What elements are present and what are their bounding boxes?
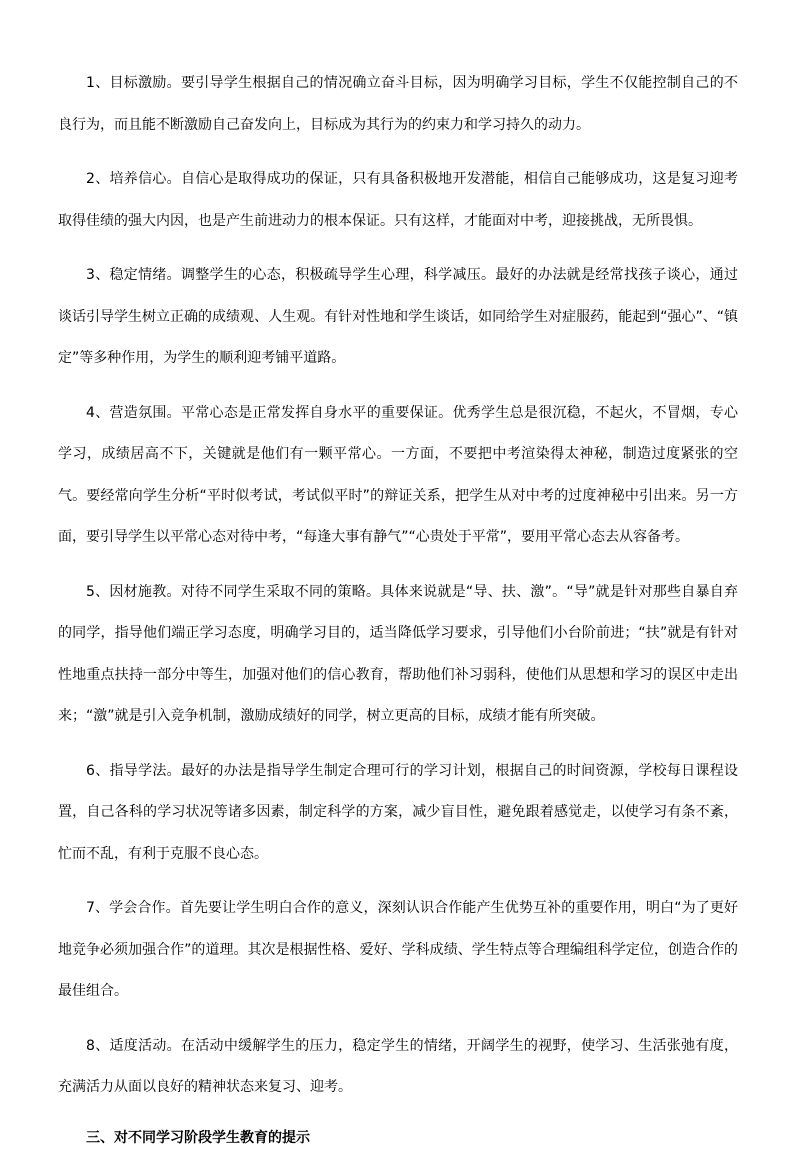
paragraph-create-atmosphere: 4、营造氛围。平常心态是正常发挥自身水平的重要保证。优秀学生总是很沉稳，不起火，不冒烟，专心学习，成绩居高不下，关键就是他们有一颗平常心。一方面，不要把中考渲染得太神秘，制造过度紧张的空气。要经常向学生分析“平时似考试，考试似平时”的辩证关系，把学生从对中考的过度神秘中引出来。另一方面，要引导学生以平常心态对待中考，“每逢大事有静气”“心贵处于平常”，要用平常心态去从容备考。	[58, 404, 738, 545]
paragraph-moderate-activity: 8、适度活动。在活动中缓解学生的压力，稳定学生的情绪，开阔学生的视野，使学习、生活张弛有度，充满活力从面以良好的精神状态来复习、迎考。	[58, 1037, 738, 1095]
paragraph-individualized-teaching: 5、因材施教。对待不同学生采取不同的策略。具体来说就是“导、扶、激”。“导”就是针对那些自暴自弃的同学，指导他们端正学习态度，明确学习目的，适当降低学习要求，引导他们小台阶前进；“扶”就是有针对性地重点扶持一部分中等生，加强对他们的信心教育，帮助他们补习弱科，使他们从思想和学习的误区中走出来；“激”就是引入竞争机制，激励成绩好的同学，树立更高的目标，成绩才能有所突破。	[58, 583, 738, 724]
paragraph-study-methods: 6、指导学法。最好的办法是指导学生制定合理可行的学习计划，根据自己的时间资源，学校每日课程设置，自己各科的学习状况等诸多因素，制定科学的方案，减少盲目性，避免跟着感觉走，以使学习有条不紊，忙而不乱，有利于克服不良心态。	[58, 762, 738, 862]
section-heading: 三、对不同学习阶段学生教育的提示	[86, 1129, 310, 1146]
document-body	[58, 63, 738, 1154]
paragraph-build-confidence: 2、培养信心。自信心是取得成功的保证，只有具备积极地开发潜能，相信自己能够成功，这是复习迎考取得佳绩的强大内因，也是产生前进动力的根本保证。只有这样，才能面对中考，迎接挑战，无所畏惧。	[58, 171, 738, 229]
paragraph-goal-motivation: 1、目标激励。要引导学生根据自己的情况确立奋斗目标，因为明确学习目标，学生不仅能控制自己的不良行为，而且能不断激励自己奋发向上，目标成为其行为的约束力和学习持久的动力。	[58, 75, 738, 133]
paragraph-cooperation: 7、学会合作。首先要让学生明白合作的意义，深刻认识合作能产生优势互补的重要作用，明白“为了更好地竞争必须加强合作”的道理。其次是根据性格、爱好、学科成绩、学生特点等合理编组科学定位，创造合作的最佳组合。	[58, 900, 738, 999]
paragraph-stabilize-emotions: 3、稳定情绪。调整学生的心态，积极疏导学生心理，科学减压。最好的办法就是经常找孩子谈心，通过谈话引导学生树立正确的成绩观、人生观。有针对性地和学生谈话，如同给学生对症服药，能起到“强心”、“镇定”等多种作用，为学生的顺利迎考铺平道路。	[58, 267, 738, 366]
